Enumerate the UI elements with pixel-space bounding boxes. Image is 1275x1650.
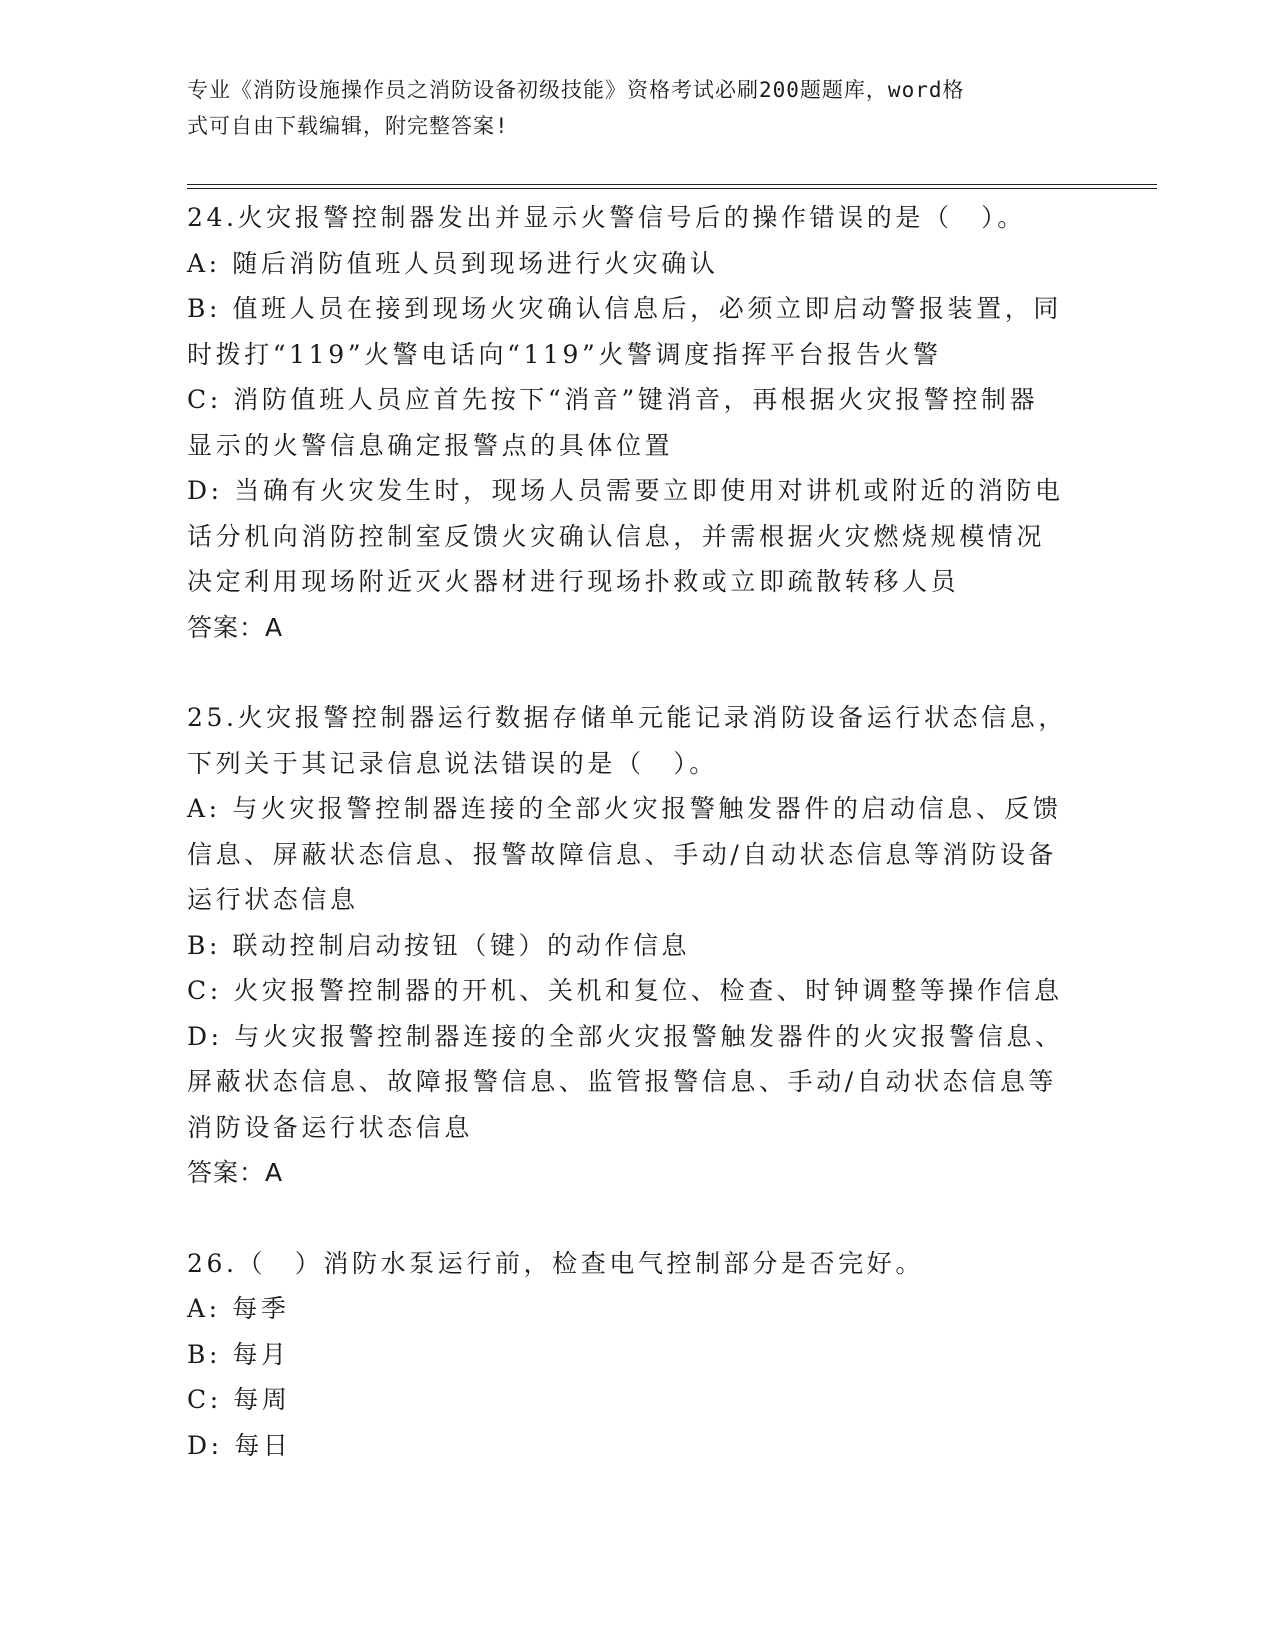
option-c: C: 每周 <box>187 1385 291 1414</box>
option-b: B: 每月 <box>187 1339 290 1369</box>
option-b: B: 联动控制启动按钮（键）的动作信息 <box>187 930 691 960</box>
answer: 答案：A <box>187 612 284 642</box>
question-text: 26.（ ）消防水泵运行前，检查电气控制部分是否完好。 <box>187 1248 924 1278</box>
option-a: A: 与火灾报警控制器连接的全部火灾报警触发器件的启动信息、反馈 <box>187 794 1062 823</box>
option-d: D: 当确有火灾发生时，现场人员需要立即使用对讲机或附近的消防电 <box>187 476 1064 505</box>
option-c: C: 消防值班人员应首先按下“消音”键消音，再根据火灾报警控制器 <box>187 385 1039 414</box>
option-a-cont: 运行状态信息 <box>187 885 359 914</box>
option-a-cont: 信息、屏蔽状态信息、报警故障信息、手动/自动状态信息等消防设备 <box>187 839 1058 869</box>
question-25 <box>187 695 1067 1196</box>
option-d: D: 与火灾报警控制器连接的全部火灾报警触发器件的火灾报警信息、 <box>187 1021 1064 1051</box>
option-d-cont: 屏蔽状态信息、故障报警信息、监管报警信息、手动/自动状态信息等 <box>187 1067 1058 1096</box>
question-26 <box>187 1241 1067 1469</box>
document-header <box>187 72 1067 144</box>
question-text-cont: 下列关于其记录信息说法错误的是（ ）。 <box>187 748 718 778</box>
option-d-cont: 决定利用现场附近灭火器材进行现场扑救或立即疏散转移人员 <box>187 567 960 596</box>
option-c-cont: 显示的火警信息确定报警点的具体位置 <box>187 430 674 460</box>
question-24 <box>187 195 1067 650</box>
option-d: D: 每日 <box>187 1430 292 1460</box>
header-divider <box>187 184 1157 189</box>
header-line-1: 专业《消防设施操作员之消防设备初级技能》资格考试必刷200题题库，word格 <box>187 78 965 102</box>
document-page <box>187 72 1167 1468</box>
option-d-cont: 消防设备运行状态信息 <box>187 1112 474 1142</box>
question-text: 25.火灾报警控制器运行数据存储单元能记录消防设备运行状态信息， <box>187 703 1067 732</box>
header-line-2: 式可自由下载编辑，附完整答案! <box>187 114 509 138</box>
question-list <box>187 195 1067 1468</box>
option-a: A: 每季 <box>187 1294 290 1323</box>
option-b: B: 值班人员在接到现场火灾确认信息后，必须立即启动警报装置，同 <box>187 294 1062 323</box>
option-c: C: 火灾报警控制器的开机、关机和复位、检查、时钟调整等操作信息 <box>187 976 1063 1005</box>
option-d-cont: 话分机向消防控制室反馈火灾确认信息，并需根据火灾燃烧规模情况 <box>187 521 1046 551</box>
question-text: 24.火灾报警控制器发出并显示火警信号后的操作错误的是（ ）。 <box>187 203 1026 232</box>
option-b-cont: 时拨打“119”火警电话向“119”火警调度指挥平台报告火警 <box>187 339 942 369</box>
answer: 答案：A <box>187 1158 284 1187</box>
option-a: A: 随后消防值班人员到现场进行火灾确认 <box>187 248 719 278</box>
